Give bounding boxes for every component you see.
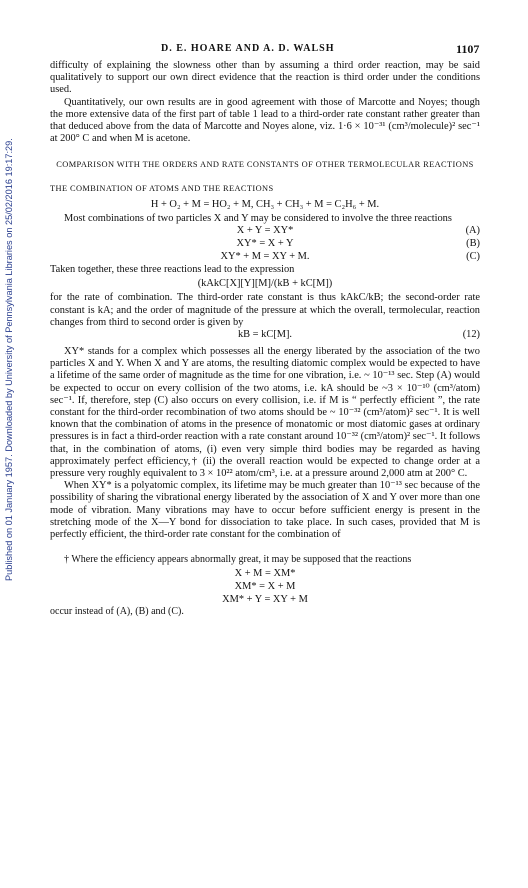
footnote	[50, 554, 480, 617]
reaction-c-equation: XY* + M = XY + M.	[220, 251, 310, 263]
paragraph-4: Taken together, these three reactions lead to the expression	[50, 264, 295, 276]
paragraph-2: Quantitatively, our own results are in good agreement with those of Marcotte and Noyes; though the more extensive data of the first part of table 1 lead to a third-order rate constant rather greater than that deduced above from the data of Marcotte and Noyes alone, viz. 1·6 × 10⁻³¹ (cm³/molecule)² sec⁻¹ at 200° C and when M is acetone.	[50, 96, 480, 145]
subsection-heading: THE COMBINATION OF ATOMS AND THE REACTIONS	[50, 184, 274, 194]
reaction-a	[50, 225, 480, 238]
equation-12-body: kB = kC[M].	[237, 329, 293, 341]
page-number: 1107	[456, 42, 480, 56]
paragraph-1: difficulty of explaining the slowness other than by assuming a third order reaction, may be said qualitatively to support our own direct evidence that the reaction is third order under the conditions used.	[50, 60, 480, 96]
section-heading: COMPARISON WITH THE ORDERS AND RATE CONSTANTS OF OTHER TERMOLECULAR REACTIONS	[56, 160, 474, 170]
reaction-c	[50, 251, 480, 264]
paragraph-6: XY* stands for a complex which possesses all the energy liberated by the association of the two particles X and Y. When X and Y are atoms, the resulting diatomic complex would be expected to have a lifetime of the same order of magnitude as the time for one vibration, i.e. ~ 10⁻¹³ sec. Step (A) would be expected to occur on every collision of the two atoms, i.e. kA should be ~3 × 10⁻¹⁰ (cm³/atom) sec⁻¹. If, therefore, step (C) also occurs on every collision, i.e. if M is “ perfectly efficient ”, the rate constant for the third-order recombination of two atoms should be ~ 10⁻³² (cm³/atom)² sec⁻¹. It is well known that the combination of atoms in the presence of monatomic or most diatomic gases at ordinary pressures is in fact a third-order reaction with a rate constant around 10⁻³² (cm³/atom)² sec⁻¹. It follows that, in the combination of atoms, (i) even very simple third bodies may be regarded as having approximately perfect efficiency,† (ii) the overall reaction would be expected to change order at a pressure very roughly equivalent to 3 × 10²² atom/cm³, i.e. at a pressure around 2,000 atm at 200° C.	[50, 346, 480, 480]
footnote-equation-1: X + M = XM*	[234, 567, 296, 579]
footnote-text: † Where the efficiency appears abnormally great, it may be supposed that the reactions	[64, 554, 412, 566]
equation-12	[50, 329, 480, 342]
page-body	[50, 60, 480, 618]
equation-12-label: (12)	[462, 329, 480, 341]
paragraph-5: for the rate of combination. The third-order rate constant is thus kAkC/kB; the second-order rate constant is kA; and the order of magnitude of the pressure at which the overall, termolecular, reaction changes from third to second order is given by	[50, 292, 480, 328]
reaction-b-equation: XY* = X + Y	[236, 238, 294, 250]
running-head: D. E. HOARE AND A. D. WALSH	[161, 43, 335, 54]
rate-expression: (kAkC[X][Y][M]/(kB + kC[M])	[197, 278, 333, 290]
download-watermark: Published on 01 January 1957. Downloaded by University of Pennsylvania Libraries on 25/02/2016 19:17:29.	[4, 138, 14, 582]
paragraph-7: When XY* is a polyatomic complex, its lifetime may be much greater than 10⁻¹³ sec because of the possibility of sharing the vibrational energy liberated by the association of X and Y over more than one mode of vibration. Many vibrations may have to occur before sufficient energy is present in the stretching mode of the X—Y bond for dissociation to take place. In such cases, provided that M is perfectly efficient, the third-order rate constant for the combination of	[50, 480, 480, 541]
page-header	[0, 43, 528, 57]
reaction-b	[50, 238, 480, 251]
reaction-c-label: (C)	[466, 251, 480, 263]
reaction-b-label: (B)	[466, 238, 480, 250]
footnote-tail: occur instead of (A), (B) and (C).	[50, 605, 184, 617]
footnote-equation-3: XM* + Y = XY + M	[222, 593, 308, 605]
reaction-line: H + O₂ + M = HO₂ + M, CH₃ + CH₃ + M = C₂H₆ + M.	[150, 198, 380, 210]
paragraph-3: Most combinations of two particles X and Y may be considered to involve the three reactions	[64, 212, 452, 224]
reaction-a-label: (A)	[465, 225, 480, 237]
footnote-equation-2: XM* = X + M	[234, 580, 296, 592]
reaction-a-equation: X + Y = XY*	[236, 225, 294, 237]
